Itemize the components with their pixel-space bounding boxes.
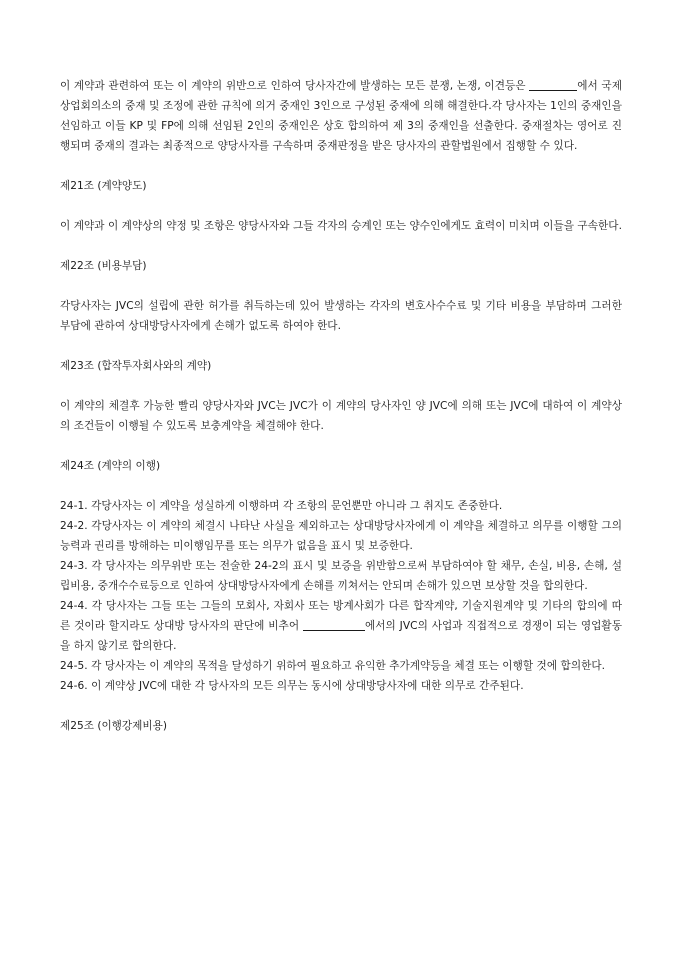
article-24-item-3: 24-3. 각 당사자는 의무위반 또는 전술한 24-2의 표시 및 보증을 위반함으로써 부담하여야 할 채무, 손실, 비용, 손해, 설립비용, 중개수수료등으로 인하여 상대방당사자에게 손해를 끼쳐서는 안되며 손해가 있으면 보상할 것을 합의한다. <box>60 560 622 592</box>
article-23-title: 제23조 (합작투자회사와의 계약) <box>60 360 212 372</box>
blank-line <box>529 78 577 91</box>
article-24-item-5: 24-5. 각 당사자는 이 계약의 목적을 달성하기 위하여 필요하고 유익한 추가계약등을 체결 또는 이행할 것에 합의한다. <box>60 660 606 672</box>
article-23-body: 이 계약의 체결후 가능한 빨리 양당사자와 JVC는 JVC가 이 계약의 당사자인 양 JVC에 의해 또는 JVC에 대하여 이 계약상의 조건들이 이행될 수 있도록 보충계약을 체결해야 한다. <box>60 400 622 432</box>
article-21-body: 이 계약과 이 계약상의 약정 및 조항은 양당사자와 그들 각자의 승계인 또는 양수인에게도 효력이 미치며 이들을 구속한다. <box>60 220 622 232</box>
article-24-item-4-pre: 24-4. 각 당사자는 그들 또는 그들의 모회사, 자회사 또는 방계사회가 다른 합작계약, 기술지원계약 및 기타의 합의에 따른 것이라 할지라도 상대방 당사자의 판단에 비추어 <box>60 600 622 632</box>
article-21-title: 제21조 (계약양도) <box>60 180 147 192</box>
article-24-title: 제24조 (계약의 이행) <box>60 460 161 472</box>
article-20-text-pre: 이 계약과 관련하여 또는 이 계약의 위반으로 인하여 당사자간에 발생하는 모든 분쟁, 논쟁, 이견등은 <box>60 80 530 92</box>
article-25-title: 제25조 (이행강제비용) <box>60 720 167 732</box>
article-24-item-1: 24-1. 각당사자는 이 계약을 성실하게 이행하며 각 조항의 문언뿐만 아니라 그 취지도 존중한다. <box>60 500 503 512</box>
article-24-item-4-post: 에서의 JVC의 사업과 직접적으로 경쟁이 되는 영업활동을 하지 않기로 합의한다. <box>60 620 622 652</box>
article-20-body <box>60 76 622 156</box>
article-22-body: 각당사자는 JVC의 설립에 관한 허가를 취득하는데 있어 발생하는 각자의 변호사수수료 및 기타 비용을 부담하며 그러한 부담에 관하여 상대방당사자에게 손해가 없도록 하여야 한다. <box>60 300 622 332</box>
article-24-item-2: 24-2. 각당사자는 이 계약의 체결시 나타난 사실을 제외하고는 상대방당사자에게 이 계약을 체결하고 의무를 이행할 그의 능력과 권리를 방해하는 미이행임무를 또는 의무가 없음을 표시 및 보증한다. <box>60 520 622 552</box>
article-24-item-6: 24-6. 이 계약상 JVC에 대한 각 당사자의 모든 의무는 동시에 상대방당사자에 대한 의무로 간주된다. <box>60 680 524 692</box>
article-24-item-4 <box>60 596 622 656</box>
article-20-text-post: 에서 국제상업회의소의 중재 및 조정에 관한 규칙에 의거 중재인 3인으로 구성된 중재에 의해 해결한다.각 당사자는 1인의 중재인을 선임하고 이들 KP 및 FP에 의해 선임된 2인의 중재인은 상호 합의하여 제 3의 중재인을 선출한다. 중재절차는 영어로 진행되며 중재의 결과는 최종적으로 양당사자를 구속하며 중재판정을 받은 당사자의 관할법원에서 집행할 수 있다. <box>60 80 622 152</box>
blank-line <box>303 618 365 631</box>
article-22-title: 제22조 (비용부담) <box>60 260 147 272</box>
